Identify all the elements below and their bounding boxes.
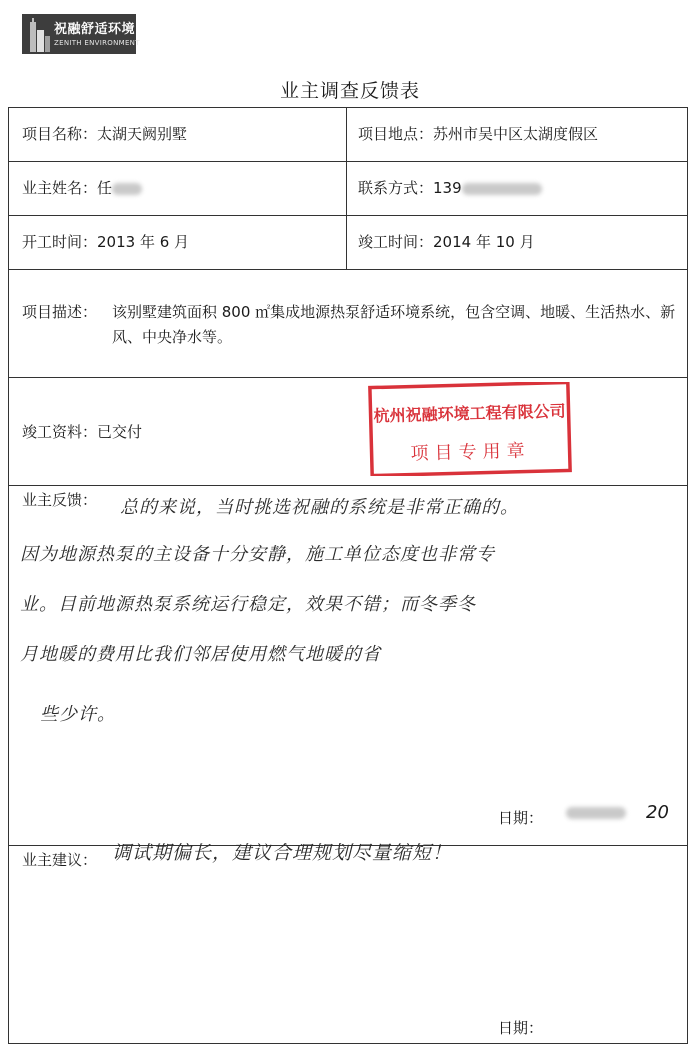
column-divider	[346, 107, 347, 269]
completion-time	[358, 232, 535, 252]
row-divider	[8, 377, 688, 378]
project-location-label: 项目地点：	[358, 125, 434, 143]
feedback-date-visible: 20	[646, 802, 669, 823]
feedback-date-label: 日期：	[498, 809, 544, 827]
start-time-label: 开工时间：	[22, 233, 98, 251]
owner-name	[22, 178, 142, 198]
company-logo	[22, 14, 140, 54]
project-location-value: 苏州市吴中区太湖度假区	[433, 125, 599, 143]
building-icon	[26, 16, 52, 52]
owner-name-value: 任	[97, 179, 113, 197]
description-label: 项目描述：	[22, 303, 98, 321]
svg-text:项目专用章: 项目专用章	[410, 440, 531, 465]
suggestion-date-label: 日期：	[498, 1019, 544, 1037]
row-divider	[8, 161, 688, 162]
logo-text-cn: 祝融舒适环境	[54, 22, 136, 37]
feedback-label: 业主反馈：	[22, 491, 98, 509]
feedback-line: 业。目前地源热泵系统运行稳定，效果不错；而冬季冬	[20, 594, 476, 615]
form-title: 业主调查反馈表	[279, 80, 420, 102]
feedback-date	[566, 803, 669, 823]
contact-value: 139	[433, 179, 462, 197]
description-text: 该别墅建筑面积 800 ㎡集成地源热泵舒适环境系统，包含空调、地暖、生活热水、新风、中央净水等。	[112, 303, 676, 346]
table-border-right	[687, 107, 688, 1044]
project-name	[22, 124, 187, 144]
logo-text-en: ZENITH ENVIRONMENT	[54, 39, 140, 47]
company-stamp	[368, 382, 572, 476]
feedback-line: 总的来说，当时挑选祝融的系统是非常正确的。	[120, 497, 519, 518]
completion-docs-label: 竣工资料：	[22, 423, 98, 441]
project-location	[358, 124, 598, 144]
redacted-phone	[462, 183, 542, 195]
contact-label: 联系方式：	[358, 179, 434, 197]
completion-time-label: 竣工时间：	[358, 233, 434, 251]
start-time	[22, 232, 189, 252]
table-border-bottom	[8, 1043, 688, 1044]
feedback-line: 些少许。	[40, 704, 116, 725]
row-divider	[8, 215, 688, 216]
project-name-value: 太湖天阙别墅	[97, 125, 188, 143]
completion-time-value: 2014 年 10 月	[433, 233, 535, 251]
redacted-name	[112, 183, 142, 195]
row-divider	[8, 269, 688, 270]
completion-docs-value: 已交付	[97, 423, 143, 441]
table-border-top	[8, 107, 688, 108]
feedback-line: 因为地源热泵的主设备十分安静，施工单位态度也非常专	[20, 544, 495, 565]
svg-text:杭州祝融环境工程有限公司: 杭州祝融环境工程有限公司	[373, 401, 566, 426]
table-border-left	[8, 107, 9, 1044]
contact-info	[358, 178, 542, 198]
suggestion-text: 调试期偏长，建议合理规划尽量缩短！	[112, 842, 453, 864]
suggestion-label: 业主建议：	[22, 851, 98, 869]
redacted-date	[566, 807, 626, 819]
completion-docs	[22, 422, 142, 442]
owner-name-label: 业主姓名：	[22, 179, 98, 197]
project-name-label: 项目名称：	[22, 125, 98, 143]
project-description	[22, 300, 682, 350]
feedback-line: 月地暖的费用比我们邻居使用燃气地暖的省	[20, 644, 381, 665]
start-time-value: 2013 年 6 月	[97, 233, 190, 251]
